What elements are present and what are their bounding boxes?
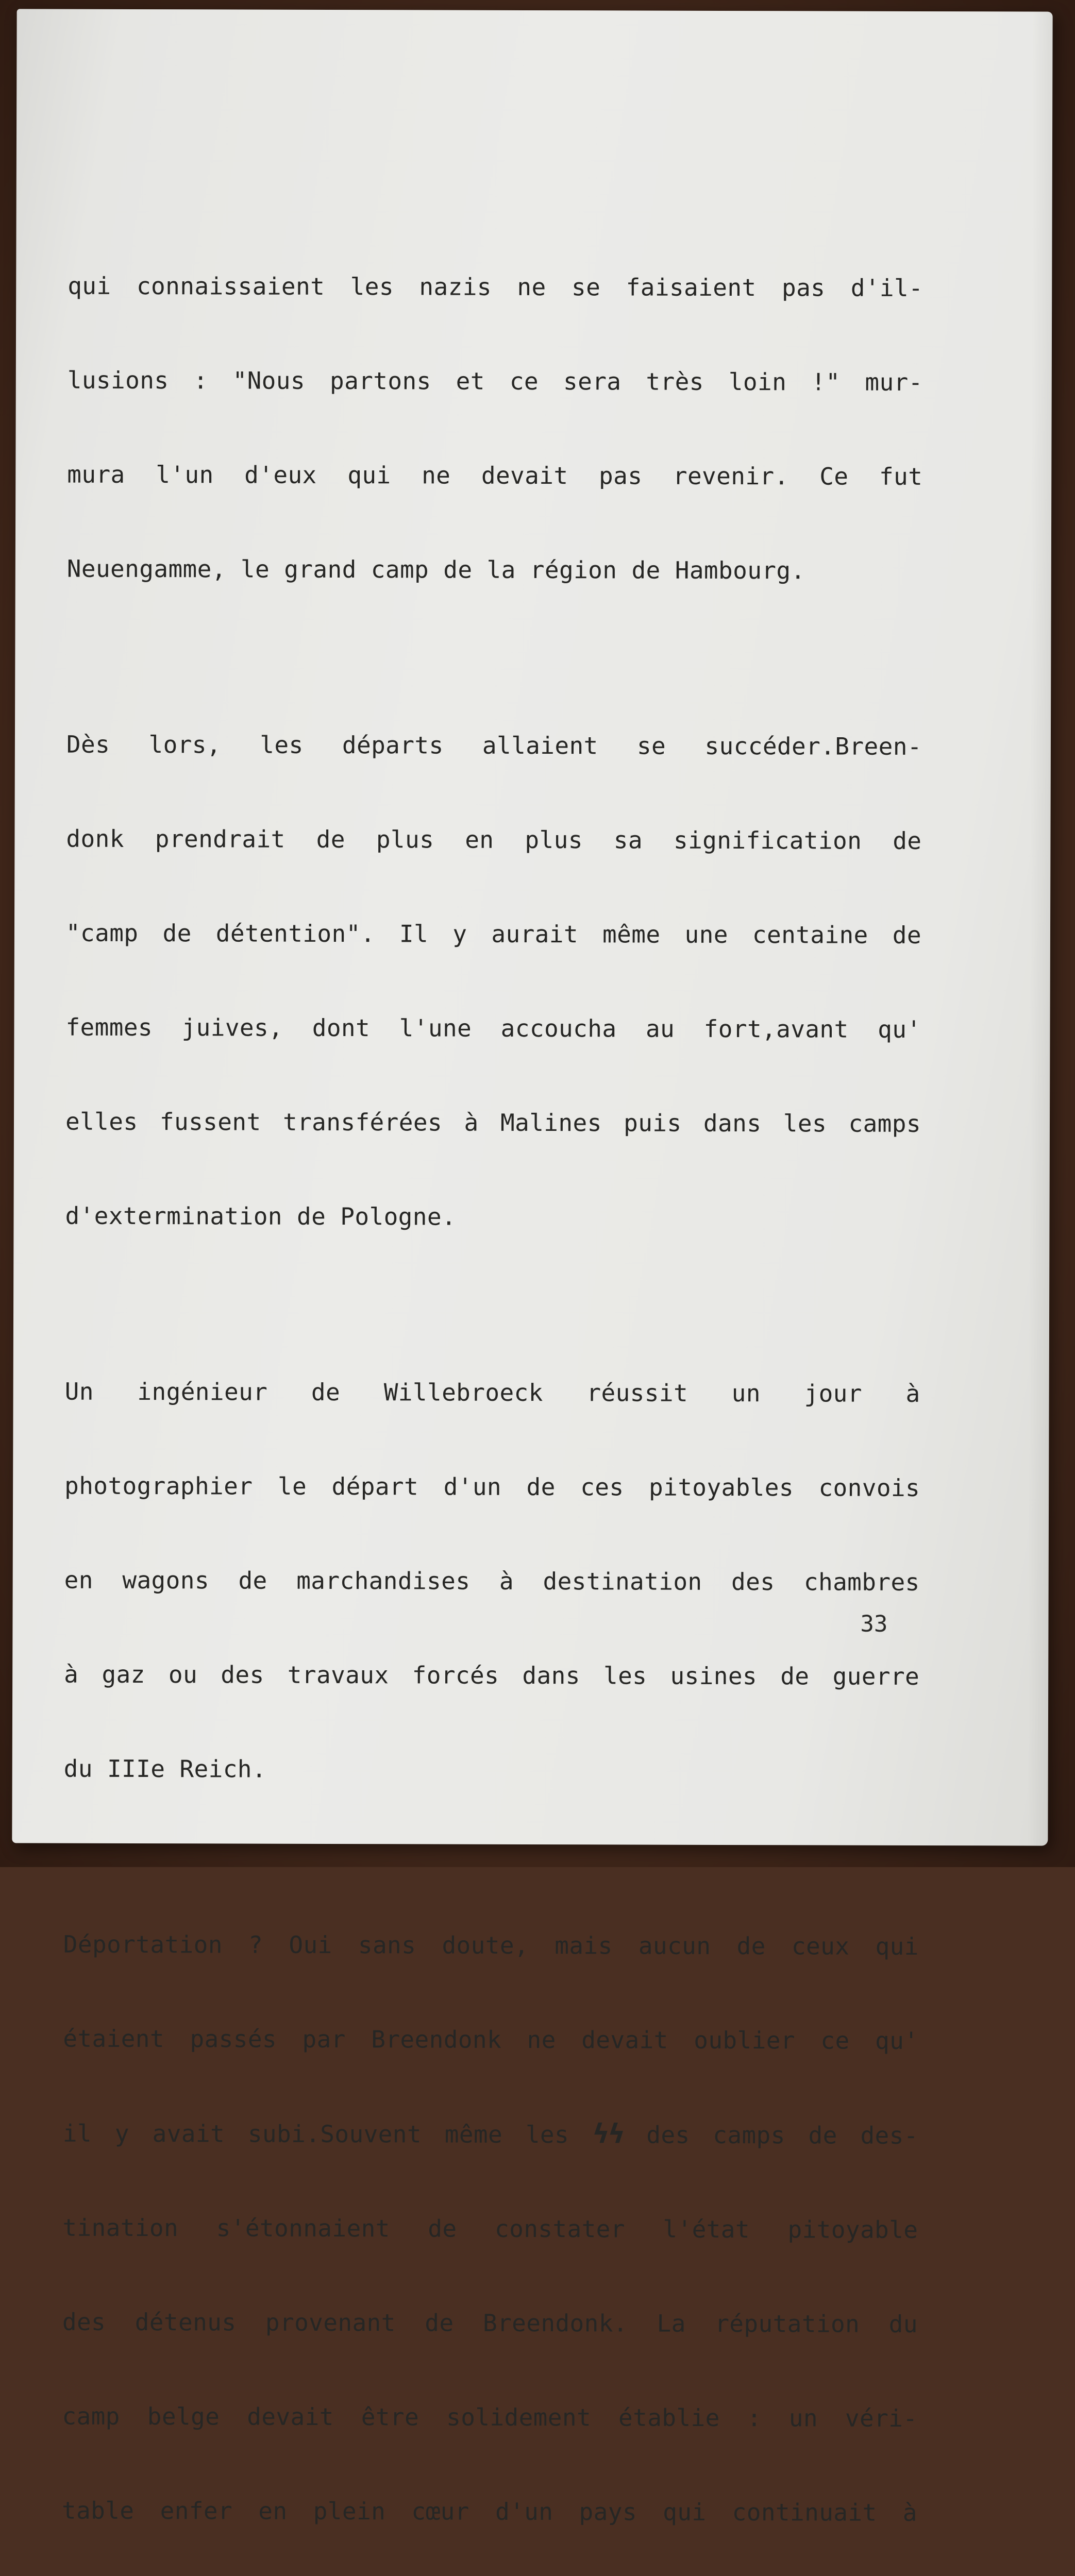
ss-rune-symbol: ϟϟ <box>592 2119 624 2150</box>
text-fragment: des camps de des- <box>623 2121 918 2149</box>
text-line: mura l'un d'eux qui ne devait pas revenir. Ce fut <box>67 460 923 490</box>
text-line: "camp de détention". Il y aurait même une centaine de <box>65 919 922 949</box>
text-line: qui connaissaient les nazis ne se faisaient pas d'il- <box>68 272 923 302</box>
paragraph-deportation <box>61 1866 919 2576</box>
text-line: à gaz ou des travaux forcés dans les usines de guerre <box>64 1660 920 1690</box>
page-number: 33 <box>860 1611 888 1637</box>
text-line: lusions : "Nous partons et ce sera très loin !" mur- <box>67 366 923 396</box>
paragraph-1 <box>66 208 923 650</box>
text-fragment: il y avait subi.Souvent même les <box>62 2119 592 2149</box>
text-line: tination s'étonnaient de constater l'état pitoyable <box>62 2213 918 2244</box>
text-line: camp belge devait être solidement établie : un véri- <box>62 2402 918 2432</box>
text-line: Neuengamme, le grand camp de la région de Hambourg. <box>66 554 805 585</box>
text-line: Dès lors, les départs allaient se succéder.Breen- <box>66 730 922 760</box>
text-line: photographier le départ d'un de ces pitoyables convois <box>64 1471 920 1502</box>
text-line: du IIIe Reich. <box>63 1754 267 1783</box>
text-line: Un ingénieur de Willebroeck réussit un jour à <box>64 1377 920 1408</box>
text-line: Déportation ? Oui sans doute, mais aucun de ceux qui <box>63 1930 919 1960</box>
paragraph-3 <box>63 1313 920 1850</box>
text-line: donk prendrait de plus en plus sa signification de <box>66 824 922 855</box>
text-line: étaient passés par Breendonk ne devait oublier ce qu' <box>63 2024 919 2055</box>
text-line: en wagons de marchandises à destination des chambres <box>64 1566 920 1596</box>
text-line: d'extermination de Pologne. <box>65 1201 457 1231</box>
paragraph-2 <box>65 666 922 1297</box>
page-body <box>58 208 923 2576</box>
text-line-with-rune <box>63 2117 918 2151</box>
text-line: femmes juives, dont l'une accoucha au fort,avant qu' <box>65 1013 921 1043</box>
text-line: elles fussent transférées à Malines puis dans les camps <box>65 1107 921 1138</box>
text-line: table enfer en plein cœur d'un pays qui continuait à <box>61 2496 918 2527</box>
book-page <box>12 9 1052 2527</box>
text-line: des détenus provenant de Breendonk. La réputation du <box>62 2308 918 2338</box>
